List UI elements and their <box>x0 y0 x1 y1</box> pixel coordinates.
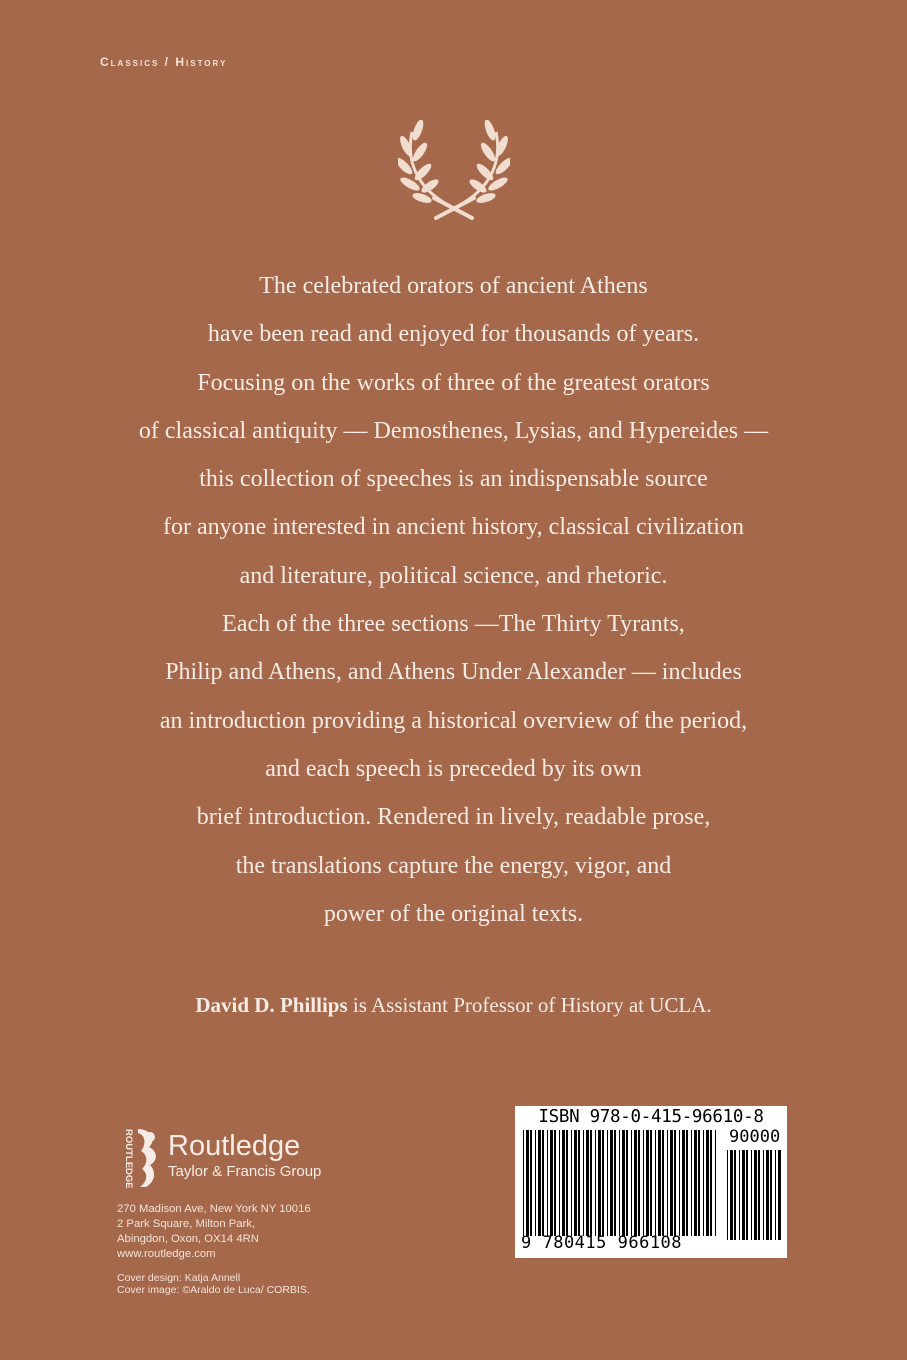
blurb-line: and literature, political science, and rhetoric. <box>239 562 668 589</box>
publisher-brand <box>168 1130 321 1182</box>
blurb-line: for anyone interested in ancient history, classical civilization <box>163 514 744 541</box>
publisher-name: Routledge <box>168 1130 301 1162</box>
isbn-barcode <box>515 1106 787 1258</box>
blurb-line: Each of the three sections —The Thirty Tyrants, <box>222 611 685 638</box>
category-label: Classics / History <box>100 55 228 69</box>
addon-barcode-bars <box>727 1150 781 1240</box>
routledge-logo-icon <box>116 1127 164 1189</box>
ean-digits: 9 780415 966108 <box>521 1233 683 1253</box>
blurb-line: have been read and enjoyed for thousands of years. <box>207 321 700 348</box>
blurb-line: power of the original texts. <box>323 900 584 927</box>
blurb-line: The celebrated orators of ancient Athens <box>259 273 648 299</box>
blurb-line: the translations capture the energy, vigor, and <box>235 852 672 879</box>
blurb-line: Focusing on the works of three of the greatest orators <box>197 369 710 396</box>
author-bio: is Assistant Professor of History at UCLA. <box>347 993 712 1017</box>
author-name: David D. Phillips <box>195 993 348 1017</box>
blurb-line: brief introduction. Rendered in lively, readable prose, <box>196 804 711 831</box>
address-line: 270 Madison Ave, New York NY 10016 <box>117 1203 311 1215</box>
logo-text: ROUTLEDGE <box>123 1129 134 1189</box>
blurb-line: this collection of speeches is an indispensable source <box>199 466 708 493</box>
publisher-website: www.routledge.com <box>117 1248 216 1260</box>
cover-credits <box>117 1272 310 1296</box>
ean-barcode-bars <box>523 1130 719 1236</box>
laurel-wreath-icon <box>398 120 510 222</box>
back-cover-blurb <box>60 262 847 938</box>
address-line: 2 Park Square, Milton Park, <box>117 1218 256 1230</box>
isbn-label: ISBN 978-0-415-96610-8 <box>538 1107 764 1127</box>
blurb-line: Philip and Athens, and Athens Under Alexander — includes <box>165 659 742 686</box>
blurb-line: and each speech is preceded by its own <box>265 755 642 782</box>
publisher-group: Taylor & Francis Group <box>168 1163 322 1180</box>
author-note <box>60 993 847 1018</box>
blurb-line: of classical antiquity — Demosthenes, Lysias, and Hypereides — <box>138 417 769 444</box>
price-code: 90000 <box>729 1127 781 1147</box>
cover-design-credit: Cover design: Katja Annell <box>117 1272 241 1284</box>
address-line: Abingdon, Oxon, OX14 4RN <box>117 1233 259 1245</box>
publisher-address <box>117 1202 311 1262</box>
cover-image-credit: Cover image: ©Araldo de Luca/ CORBIS. <box>117 1284 310 1296</box>
blurb-line: an introduction providing a historical overview of the period, <box>159 707 748 734</box>
